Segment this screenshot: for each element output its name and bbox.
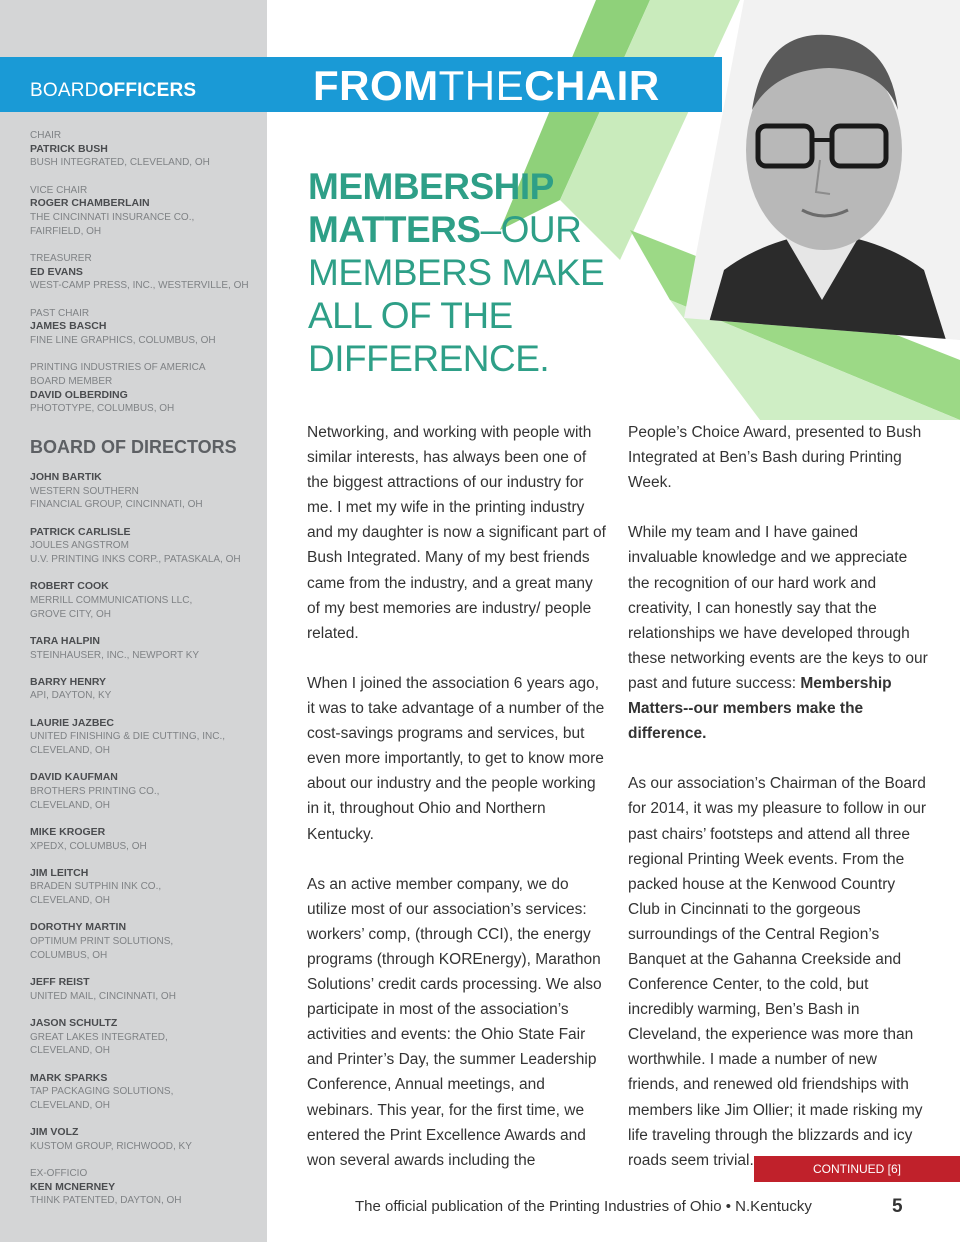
director-affiliation: KUSTOM GROUP, RICHWOOD, KY — [30, 1140, 192, 1152]
director-entry — [30, 826, 260, 853]
director-list — [30, 471, 260, 1222]
officer-affiliation: FINE LINE GRAPHICS, COLUMBUS, OH — [30, 334, 216, 346]
paragraph-text: While my team and I have gained invaluable knowledge and we appreciate the recognition of our hard work and creativity, I can honestly say that the relationships we have developed through these networking events are the keys to our past and future success: — [628, 524, 928, 692]
director-affiliation: CLEVELAND, OH — [30, 745, 111, 757]
director-entry — [30, 676, 260, 703]
continued-link[interactable]: CONTINUED [6] — [754, 1156, 960, 1182]
ex-officio-affiliation: THINK PATENTED, DAYTON, OH — [30, 1195, 182, 1207]
chair-portrait-photo — [684, 0, 960, 340]
director-affiliation: CLEVELAND, OH — [30, 1099, 111, 1111]
board-officers-title — [30, 80, 196, 102]
title-bold: OFFICERS — [98, 80, 197, 101]
director-name: JASON SCHULTZ — [30, 1016, 118, 1029]
director-entry — [30, 921, 260, 962]
board-of-directors-title: BOARD OF DIRECTORS — [30, 437, 237, 457]
article-headline — [308, 165, 604, 380]
director-affiliation: WESTERN SOUTHERN — [30, 485, 139, 497]
director-affiliation: GREAT LAKES INTEGRATED, — [30, 1031, 168, 1043]
director-entry — [30, 867, 260, 908]
director-affiliation: BROTHERS PRINTING CO., — [30, 785, 160, 797]
director-name: ROBERT COOK — [30, 580, 109, 593]
headline-line-1: MEMBERSHIP — [308, 166, 554, 207]
director-affiliation: GROVE CITY, OH — [30, 608, 111, 620]
officer-role: TREASURER — [30, 252, 92, 264]
officer-role: CHAIR — [30, 130, 62, 141]
director-entry — [30, 635, 260, 662]
director-entry — [30, 526, 260, 567]
director-affiliation: STEINHAUSER, INC., NEWPORT KY — [30, 649, 200, 661]
director-entry — [30, 1126, 260, 1153]
director-affiliation: API, DAYTON, KY — [30, 690, 112, 702]
officer-affiliation: FAIRFIELD, OH — [30, 225, 102, 237]
page-number: 5 — [892, 1196, 903, 1217]
director-entry — [30, 1017, 260, 1058]
headline-line-3: MEMBERS MAKE — [308, 252, 605, 293]
director-name: JIM VOLZ — [30, 1126, 79, 1139]
director-affiliation: MERRILL COMMUNICATIONS LLC, — [30, 594, 193, 606]
officer-name: ROGER CHAMBERLAIN — [30, 197, 150, 210]
director-affiliation: CLEVELAND, OH — [30, 895, 111, 907]
article-column-2 — [628, 420, 928, 1198]
headline-line-2-bold: MATTERS — [308, 209, 481, 250]
director-affiliation: XPEDX, COLUMBUS, OH — [30, 840, 147, 852]
officer-role: PRINTING INDUSTRIES OF AMERICA BOARD MEMBER — [30, 362, 206, 387]
officer-list — [30, 129, 260, 429]
officer-role: VICE CHAIR — [30, 184, 88, 196]
director-affiliation: CLEVELAND, OH — [30, 1045, 111, 1057]
officer-affiliation: PHOTOTYPE, COLUMBUS, OH — [30, 403, 175, 415]
title-light: BOARD — [30, 80, 99, 101]
from-word: FROM — [313, 62, 439, 109]
director-name: JOHN BARTIK — [30, 471, 102, 483]
article-column-1 — [307, 420, 607, 1198]
headline-line-4: ALL OF THE — [308, 295, 513, 336]
officer-name: DAVID OLBERDING — [30, 388, 128, 401]
director-name: MIKE KROGER — [30, 825, 106, 838]
officer-name: JAMES BASCH — [30, 320, 107, 333]
director-affiliation: JOULES ANGSTROM — [30, 540, 129, 552]
officer-name: ED EVANS — [30, 265, 83, 278]
headline-line-5: DIFFERENCE. — [308, 338, 550, 379]
director-entry — [30, 471, 260, 512]
officer-entry — [30, 307, 260, 348]
officer-affiliation: WEST-CAMP PRESS, INC., WESTERVILLE, OH — [30, 280, 249, 292]
director-entry — [30, 717, 260, 758]
director-entry — [30, 771, 260, 812]
director-name: LAURIE JAZBEC — [30, 716, 115, 729]
article-paragraph: People’s Choice Award, presented to Bush Integrated at Ben’s Bash during Printing Week. — [628, 424, 922, 492]
footer-publication-text: The official publication of the Printing Industries of Ohio • N.Kentucky — [355, 1198, 812, 1215]
director-name: MARK SPARKS — [30, 1071, 108, 1084]
officer-entry — [30, 184, 260, 239]
director-entry — [30, 976, 260, 1003]
officer-name: PATRICK BUSH — [30, 142, 108, 155]
officer-affiliation: THE CINCINNATI INSURANCE CO., — [30, 212, 195, 224]
director-name: BARRY HENRY — [30, 675, 107, 688]
emphasis-text: Membership Matters--our members make the difference. — [628, 674, 892, 743]
director-entry — [30, 1072, 260, 1113]
article-paragraph: As our association’s Chairman of the Board for 2014, it was my pleasure to follow in our past chairs’ footsteps and attend all three regional Printing Week events. From the packed house at the Kenwood Country Club in Cincinnati to the gorgeous surroundings of the Central Region’s Banquet at the Gahanna Creekside and Conference Center, to the cold, but incredibly warming, Ben’s Bash in Cleveland, the experience was more than worthwhile. I made a number of new friends, and renewed old friendships with members like Jim Ollier; it made risking my life traveling through the blizzards and icy roads seem trivial. — [628, 775, 927, 1169]
chair-word: CHAIR — [524, 62, 660, 109]
director-name: JEFF REIST — [30, 975, 90, 988]
director-affiliation: FINANCIAL GROUP, CINCINNATI, OH — [30, 499, 203, 511]
article-paragraph: Networking, and working with people with similar interests, has always been one of the biggest attractions of our industry for me. I met my wife in the printing industry and my daughter is now a significant part of Bush Integrated. Many of my best friends came from the industry, and a great many of my best memories are industry/ people related. — [307, 424, 606, 642]
director-affiliation: BRADEN SUTPHIN INK CO., — [30, 881, 162, 893]
from-the-chair-title — [313, 62, 660, 110]
ex-officio-name: KEN MCNERNEY — [30, 1180, 116, 1193]
director-affiliation: UNITED FINISHING & DIE CUTTING, INC., — [30, 731, 226, 743]
the-word: THE — [438, 62, 525, 109]
article-paragraph: As an active member company, we do utilize most of our association’s services: workers’ comp, (through CCI), the energy programs (through KOREnergy), Marathon Solutions’ credit cards processing. We also participate in most of the association’s activities and events: the Ohio State Fair and Printer’s Day, the summer Leadership Conference, Annual meetings, and webinars. This year, for the first time, we entered the Print Excellence Awards and won several awards including the — [307, 875, 602, 1169]
director-name: PATRICK CARLISLE — [30, 525, 131, 538]
director-name: TARA HALPIN — [30, 634, 100, 647]
article-paragraph: When I joined the association 6 years ago, it was to take advantage of a number of the cost-savings programs and services, but even more importantly, to get to know more about our industry and the people working in it, throughout Ohio and Northern Kentucky. — [307, 674, 605, 843]
director-entry — [30, 580, 260, 621]
director-name: DAVID KAUFMAN — [30, 771, 118, 784]
officer-role: PAST CHAIR — [30, 307, 90, 319]
ex-officio-role: EX-OFFICIO — [30, 1168, 88, 1180]
ex-officio-entry — [30, 1167, 260, 1208]
officer-entry — [30, 129, 260, 170]
director-affiliation: UNITED MAIL, CINCINNATI, OH — [30, 990, 176, 1002]
officer-entry — [30, 252, 260, 293]
director-affiliation: COLUMBUS, OH — [30, 949, 108, 961]
director-affiliation: OPTIMUM PRINT SOLUTIONS, — [30, 936, 174, 948]
director-affiliation: CLEVELAND, OH — [30, 799, 111, 811]
director-affiliation: TAP PACKAGING SOLUTIONS, — [30, 1086, 174, 1098]
director-name: DOROTHY MARTIN — [30, 921, 127, 934]
director-name: JIM LEITCH — [30, 866, 89, 879]
officer-affiliation: BUSH INTEGRATED, CLEVELAND, OH — [30, 157, 210, 169]
director-affiliation: U.V. PRINTING INKS CORP., PATASKALA, OH — [30, 554, 241, 566]
article-paragraph — [628, 520, 928, 746]
headline-line-2-rest: –OUR — [480, 209, 582, 250]
officer-entry — [30, 361, 260, 416]
